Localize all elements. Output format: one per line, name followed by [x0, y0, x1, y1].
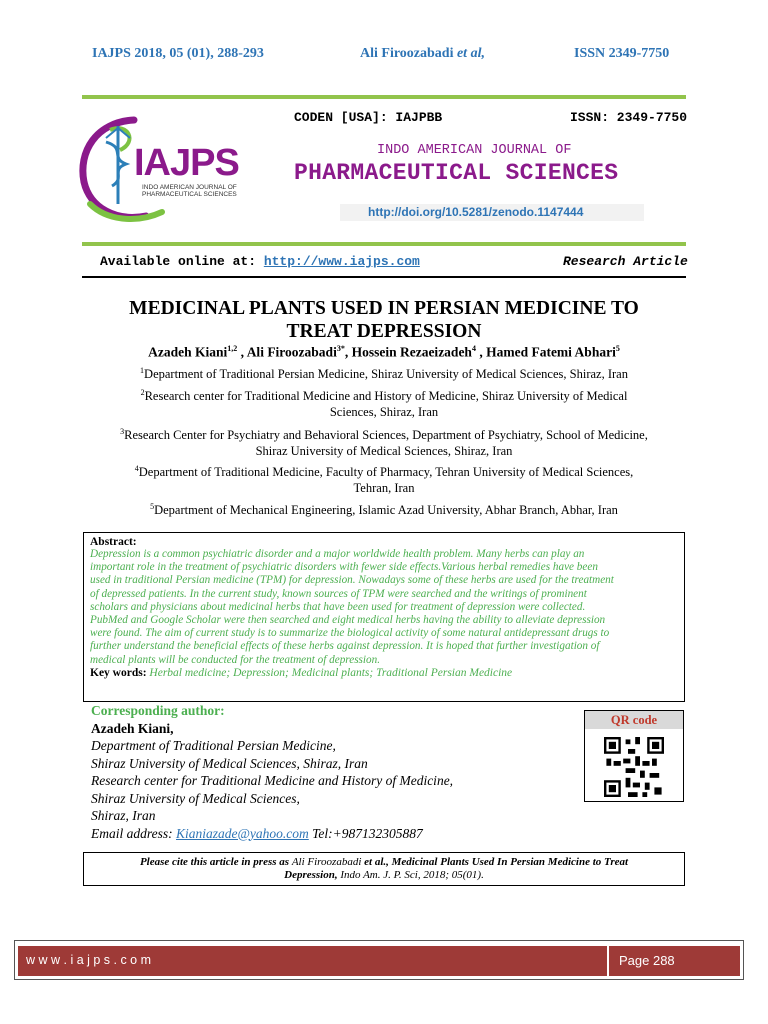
logo-text: IAJPS [134, 142, 239, 184]
affiliation-5: $^5$Department of Mechanical Engineering, Islamic Azad University, Abhar Branch, Abhar, Iran [150, 502, 618, 518]
author-affiliation-mark: 4 [471, 344, 476, 353]
author-name: Hossein Rezaeizadeh [351, 344, 472, 360]
author-name: Ali Firoozabadi [246, 344, 337, 360]
abstract-heading: Abstract: [90, 536, 137, 548]
running-author: Ali Firoozabadi et al, [360, 46, 485, 61]
affiliation-2: $^2$Research center for Traditional Medicine and History of Medicine, Shiraz University of Medical Sciences, Shiraz, Iran [140, 388, 628, 420]
footer-website[interactable]: w w w . i a j p s . c o m [26, 953, 152, 967]
author-affiliation-mark: 3* [336, 344, 345, 353]
journal-logo [76, 112, 252, 224]
corresponding-author [91, 702, 571, 842]
journal-name-line1: INDO AMERICAN JOURNAL OF [377, 143, 572, 158]
affiliation-1: $^1$Department of Traditional Persian Medicine, Shiraz University of Medical Sciences, Shiraz, Iran [140, 366, 628, 382]
author-list [80, 344, 688, 361]
abstract-box [83, 532, 685, 702]
author-name: Azadeh Kiani [148, 344, 228, 360]
author-name: Hamed Fatemi Abhari [486, 344, 616, 360]
availability-line: Available online at: http://www.iajps.com [100, 254, 420, 269]
journal-reference: IAJPS 2018, 05 (01), 288-293 [92, 46, 264, 61]
doi-link[interactable]: http://doi.org/10.5281/zenodo.1147444 [368, 205, 584, 219]
masthead-divider [82, 242, 686, 246]
coden: CODEN [USA]: IAJPBB [294, 110, 443, 125]
corresponding-name: Azadeh Kiani, [91, 720, 174, 736]
email-link[interactable]: Kianiazade@yahoo.com [176, 825, 309, 841]
author-separator: , [475, 344, 487, 360]
author-affiliation-mark: 1,2 [227, 344, 238, 353]
running-issn: ISSN 2349-7750 [574, 46, 670, 61]
article-type: Research Article [563, 254, 688, 269]
availability-divider [82, 276, 686, 278]
qr-code-icon[interactable] [604, 737, 664, 797]
author-separator: , [344, 344, 352, 360]
abstract-text: Depression is a common psychiatric disorder and a major worldwide health problem. Many herbs can play an important role in the treatment of psychiatric disorders with fewer side effects.Various herbal remedies have been used in traditional Persian medicine (TPM) for depression. Nowadays some of these herbs are used for the treatment of depressed patients. In the current study, known sources of TPM were searched and the writings of prominent scholars and physicians about medicinal herbs that have been used for treatment of depression were collected. PubMed and Google Scholar were then searched and eight medical herbs having the ability to alleviate depression were found. The aim of current study is to summarize the biological activity of some natural antidepressant drugs to further understand the beneficial effects of these herbs against depression. It is hoped that further investigation of medical plants will be conducted for the treatment of depression. [90, 548, 614, 666]
footer-separator [607, 946, 609, 976]
qr-label: QR code [585, 711, 683, 729]
contact-line: Email address: Kianiazade@yahoo.com Tel:+987132305887 [91, 825, 423, 841]
author-affiliation-mark: 5 [615, 344, 620, 353]
masthead-issn: ISSN: 2349-7750 [570, 110, 688, 125]
affiliation-3: $^3$Research Center for Psychiatry and Behavioral Sciences, Department of Psychiatry, School of Medicine, Shiraz University of Medical Sciences, Shiraz, Iran [120, 427, 648, 459]
page-number: Page 288 [619, 953, 675, 968]
author-separator: , [237, 344, 247, 360]
logo-subtext: INDO AMERICAN JOURNAL OF PHARMACEUTICAL SCIENCES [142, 184, 237, 198]
top-divider [82, 95, 686, 99]
affiliation-4: $^4$Department of Traditional Medicine, Faculty of Pharmacy, Tehran University of Medical Sciences, Tehran, Iran [134, 464, 634, 496]
keywords: Key words: Herbal medicine; Depression; Medicinal plants; Traditional Persian Medicine [90, 666, 513, 679]
qr-code-box [584, 710, 684, 802]
corresponding-heading: Corresponding author: [91, 703, 225, 718]
corresponding-address: Department of Traditional Persian Medicine, Shiraz University of Medical Sciences, Shiraz, Iran Research center for Traditional Medicine and History of Medicine, Shiraz University of Medical Sciences, Shiraz, Iran Email address: Kianiazade@yahoo.com Tel:+987132305887 [91, 737, 571, 842]
citation-box: Please cite this article in press as Ali Firoozabadi et al., Medicinal Plants Used In Persian Medicine to Treat Depression, Indo Am. J. P. Sci, 2018; 05(01). [83, 852, 685, 886]
journal-name-line2: PHARMACEUTICAL SCIENCES [294, 160, 619, 186]
website-link[interactable]: http://www.iajps.com [263, 254, 420, 269]
article-title: MEDICINAL PLANTS USED IN PERSIAN MEDICINE TO TREAT DEPRESSION [129, 298, 639, 342]
